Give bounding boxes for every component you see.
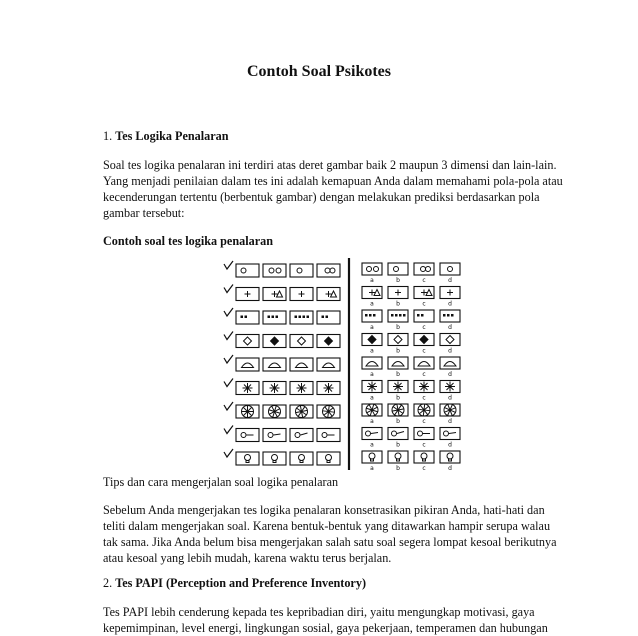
row-number-mark: [224, 332, 233, 340]
row-number-mark: [224, 379, 233, 387]
figure-row: [224, 426, 460, 449]
pattern-box: [236, 288, 259, 301]
answer-option-a: [362, 263, 382, 284]
pattern-box: [236, 264, 259, 277]
figure-row: [224, 285, 460, 308]
pattern-box: [236, 382, 259, 395]
answer-option-label: c: [422, 465, 426, 470]
answer-option-label: d: [448, 418, 452, 425]
answer-option-d: [440, 334, 460, 355]
answer-option-a: [362, 357, 382, 378]
row-number-mark: [224, 285, 233, 293]
paragraph-line: Soal tes logika penalaran ini terdiri atas deret gambar baik 2 maupun 3 dimensi dan lain-lain.: [103, 158, 557, 172]
pattern-box: [290, 335, 313, 348]
answer-option-label: a: [370, 371, 374, 378]
pattern-box: [263, 405, 286, 418]
row-number-mark: [224, 308, 233, 316]
answer-option-b: [388, 357, 408, 378]
figure-row: [224, 402, 460, 425]
paragraph-line: gambar tersebut:: [103, 206, 185, 220]
figure-row: [224, 355, 460, 378]
paragraph-line: Sebelum Anda mengerjakan tes logika penalaran konsetrasikan pikiran Anda, hati-hati dan: [103, 503, 545, 517]
pattern-box: [317, 382, 340, 395]
answer-option-a: [362, 334, 382, 355]
pattern-box: [236, 335, 259, 348]
paragraph-tips: [103, 502, 583, 566]
answer-option-b: [388, 428, 408, 449]
answer-option-c: [414, 428, 434, 449]
answer-option-d: [440, 381, 460, 402]
answer-option-label: d: [448, 441, 452, 449]
answer-option-a: [362, 310, 382, 331]
answer-option-label: d: [448, 371, 452, 378]
pattern-box: [263, 288, 286, 301]
pattern-box: [263, 382, 286, 395]
pattern-box: [317, 335, 340, 348]
answer-option-d: [440, 310, 460, 331]
pattern-box: [263, 335, 286, 348]
section-1-number: 1.: [103, 129, 113, 143]
row-number-mark: [224, 449, 233, 457]
paragraph-line: Yang menjadi penilaian dalam tes ini adalah kemapuan Anda dalam memahami pola-pola atau: [103, 174, 563, 188]
answer-option-label: c: [422, 371, 426, 378]
paragraph-line: kecenderungan tertentu (berbentuk gambar) dengan melakukan prediksi berdasarkan pola: [103, 190, 540, 204]
paragraph-intro: [103, 157, 583, 221]
answer-option-label: d: [448, 300, 452, 308]
figure-row: [224, 332, 460, 355]
pattern-box: [290, 311, 313, 324]
answer-option-label: b: [396, 300, 400, 308]
pattern-box: [317, 264, 340, 277]
row-number-mark: [224, 355, 233, 363]
pattern-box: [317, 405, 340, 418]
answer-option-b: [388, 310, 408, 331]
pattern-box: [317, 311, 340, 324]
answer-option-b: [388, 334, 408, 355]
answer-option-c: [414, 310, 434, 331]
pattern-box: [317, 429, 340, 442]
answer-option-b: [388, 287, 408, 308]
pattern-box: [290, 452, 313, 465]
pattern-box: [263, 264, 286, 277]
answer-option-label: b: [396, 371, 400, 378]
answer-option-label: a: [370, 394, 374, 402]
answer-option-label: b: [396, 347, 400, 355]
figure-row: [224, 379, 460, 402]
answer-option-label: a: [370, 347, 374, 355]
answer-option-label: b: [396, 418, 400, 425]
section-2-heading: [103, 575, 583, 591]
paragraph-line: tak sama. Jika Anda belum bisa mengerjakan salah satu soal segera lompat kesoal berikutnya: [103, 535, 557, 549]
answer-option-d: [440, 357, 460, 378]
pattern-box: [236, 429, 259, 442]
answer-option-label: d: [448, 277, 452, 284]
pattern-box: [317, 452, 340, 465]
pattern-box: [236, 311, 259, 324]
answer-option-label: d: [448, 347, 452, 355]
answer-option-d: [440, 404, 460, 425]
answer-option-d: [440, 287, 460, 308]
pattern-box: [290, 358, 313, 371]
answer-option-c: [414, 263, 434, 284]
figure-row: [224, 308, 460, 331]
pattern-box: [290, 429, 313, 442]
page-title: Contoh Soal Psikotes: [246, 63, 392, 80]
figure-row: [224, 449, 460, 470]
answer-option-label: d: [448, 465, 452, 470]
paragraph-line: kepemimpinan, level energi, lingkungan sosial, gaya pekerjaan, temperamen dan hubungan: [103, 621, 548, 635]
answer-option-label: b: [396, 441, 400, 449]
paragraph-line: teliti dalam mengerjakan soal. Karena bentuk-bentuk yang ditawarkan hampir serupa walau: [103, 519, 551, 533]
answer-option-a: [362, 428, 382, 449]
pattern-box: [290, 288, 313, 301]
answer-option-label: b: [396, 324, 400, 331]
answer-option-c: [414, 357, 434, 378]
answer-option-label: c: [422, 277, 426, 284]
pattern-box: [317, 358, 340, 371]
section-1-heading: [103, 128, 583, 144]
answer-option-a: [362, 381, 382, 402]
answer-option-label: a: [370, 300, 374, 308]
answer-option-label: c: [422, 441, 426, 449]
answer-option-label: a: [370, 324, 374, 331]
answer-option-label: c: [422, 300, 426, 308]
pattern-box: [290, 405, 313, 418]
answer-option-label: c: [422, 324, 426, 331]
answer-option-c: [414, 334, 434, 355]
answer-option-label: a: [370, 465, 374, 470]
example-heading: Contoh soal tes logika penalaran: [103, 234, 273, 248]
answer-option-label: b: [396, 465, 400, 470]
section-2-title: Tes PAPI (Perception and Preference Inventory): [115, 576, 366, 590]
answer-option-label: a: [370, 418, 374, 425]
section-2-number: 2.: [103, 576, 113, 590]
row-number-mark: [224, 426, 233, 434]
row-number-mark: [224, 402, 233, 410]
tips-line: Tips dan cara mengerjalan soal logika penalaran: [103, 475, 339, 489]
answer-option-label: b: [396, 394, 400, 402]
answer-option-label: d: [448, 394, 452, 402]
answer-option-c: [414, 287, 434, 308]
pattern-box: [263, 429, 286, 442]
answer-option-d: [440, 263, 460, 284]
pattern-box: [263, 358, 286, 371]
answer-option-b: [388, 451, 408, 470]
figure-row: [224, 261, 460, 284]
answer-option-a: [362, 287, 382, 308]
answer-option-b: [388, 263, 408, 284]
answer-option-d: [440, 428, 460, 449]
answer-option-b: [388, 404, 408, 425]
answer-option-a: [362, 404, 382, 425]
pattern-box: [236, 452, 259, 465]
pattern-box: [317, 288, 340, 301]
answer-option-label: a: [370, 277, 374, 284]
answer-option-label: c: [422, 347, 426, 355]
pattern-box: [236, 405, 259, 418]
paragraph-papi: [103, 604, 583, 636]
pattern-box: [290, 382, 313, 395]
answer-option-c: [414, 451, 434, 470]
answer-option-label: a: [370, 441, 374, 449]
answer-option-label: c: [422, 394, 426, 402]
paragraph-line: atau kesoal yang lebih mudah, karena waktu terus berjalan.: [103, 551, 392, 565]
answer-option-label: d: [448, 324, 452, 331]
figure-rows: [224, 261, 460, 470]
pattern-grid-image: [222, 258, 466, 470]
pattern-box: [263, 452, 286, 465]
answer-option-label: b: [396, 277, 400, 284]
pattern-box: [290, 264, 313, 277]
paragraph-line: Tes PAPI lebih cenderung kepada tes kepribadian diri, yaitu mengungkap motivasi, gaya: [103, 605, 535, 619]
pattern-box: [263, 311, 286, 324]
pattern-box: [236, 358, 259, 371]
answer-option-c: [414, 381, 434, 402]
answer-option-a: [362, 451, 382, 470]
section-1-title: Tes Logika Penalaran: [115, 129, 229, 143]
logic-test-figure: [222, 258, 466, 470]
answer-option-d: [440, 451, 460, 470]
answer-option-c: [414, 404, 434, 425]
answer-option-b: [388, 381, 408, 402]
answer-option-label: c: [422, 418, 426, 425]
row-number-mark: [224, 261, 233, 269]
